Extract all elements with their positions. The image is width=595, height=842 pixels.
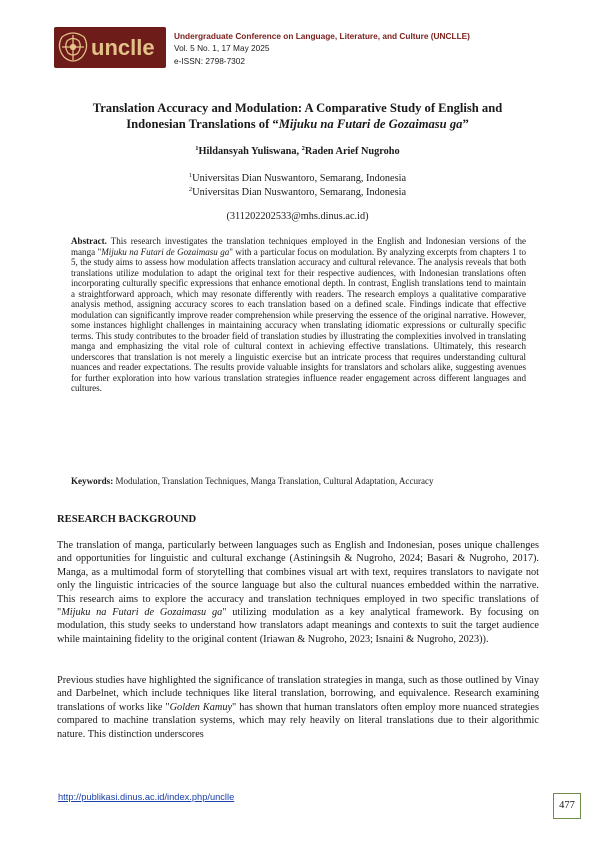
paragraph-2 (57, 674, 539, 741)
author-1: Hildansyah Yuliswana, (198, 146, 302, 157)
affil2-sup: 2 (188, 185, 193, 193)
section-heading: RESEARCH BACKGROUND (57, 514, 197, 525)
conference-logo (54, 27, 166, 68)
abstract (71, 236, 526, 394)
p2-text-b: " has shown that human translators often employ more nuanced strategies compared to machine translation systems, which may rely heavily on literal translations due to their algorithmic nature. This distinction underscores (57, 701, 539, 740)
p1-text-b: " utilizing modulation as a key analytical framework. By focusing on modulation, this study seeks to understand how translators adapt meanings and contexts to suit the target audience while maintaining fidelity to the original content (Iriawan & Nugroho, 2023; Isnaini & Nugroho, 2023)). (57, 607, 539, 645)
affil1-text: Universitas Dian Nuswantoro, Semarang, Indonesia (192, 173, 407, 184)
abstract-text-a: This research investigates the translation techniques employed in the English and Indonesian versions of the manga " (71, 236, 526, 257)
conference-name: Undergraduate Conference on Language, Literature, and Culture (UNCLLE) (174, 31, 470, 41)
author2-sup: 2 (301, 145, 305, 152)
logo-wordmark: unclle (91, 35, 155, 60)
title-line-2-suffix: ” (462, 116, 469, 131)
paragraph-1 (57, 539, 539, 646)
affil1-sup: 1 (188, 172, 193, 179)
title-line-1: Translation Accuracy and Modulation: A Comparative Study of English and (92, 101, 503, 115)
p2-text-a: Previous studies have highlighted the significance of translation strategies in manga, such as those outlined by Vinay and Darbelnet, which include techniques like literal translation, borrowing, and equivalence. Research examining translations of works like " (57, 675, 539, 713)
abstract-label: Abstract. (71, 236, 107, 246)
abstract-manga-title: Mijuku na Futari de Gozaimasu ga (101, 246, 230, 257)
keywords-text: Modulation, Translation Techniques, Manga Translation, Cultural Adaptation, Accuracy (113, 476, 434, 486)
author1-sup: 1 (195, 145, 199, 152)
abstract-text-b: " with a particular focus on modulation. By analyzing excerpts from chapters 1 to 5, the study aims to assess how modulation affects translation accuracy and cultural relevance. The analysis reveals that both translations utilize modulation to adapt the original text for their respective audiences, with Indonesian translations often incorporating culturally specific expressions that enhance emotional depth. In contrast, English translations tend to maintain a straightforward approach, which may resonate differently with readers. The research employs a qualitative comparative analysis method, assigning accuracy scores to each translation based on a defined scale. Findings indicate that effective modulation can significantly improve reader comprehension while preserving the essence of the original narrative. However, some instances highlight challenges in maintaining accuracy when translating idiomatic expressions or culturally specific terms. This study contributes to the broader field of translation studies by illustrating the complexities involved in translating manga and emphasizing the vital role of cultural context in achieving effective translations. Ultimately, this research underscores that translation is not merely a linguistic exercise but an intricate process that requires understanding cultural nuances and reader expectations. The results provide valuable insights for translators and scholars alike, suggesting avenues for further exploration into how various translation strategies influence reader engagement across different languages and cultures. (71, 246, 527, 393)
p1-manga-title: Mijuku na Futari de Gozaimasu ga (61, 607, 223, 619)
keywords-label: Keywords: (71, 476, 114, 486)
page-number: 477 (553, 793, 581, 819)
keywords (71, 476, 531, 487)
journal-url-link[interactable]: http://publikasi.dinus.ac.id/index.php/unclle (58, 792, 235, 802)
p2-work-title: Golden Kamuy (169, 701, 233, 713)
author-list (0, 145, 595, 157)
author-email: (311202202533@mhs.dinus.ac.id) (226, 211, 369, 222)
title-line-2 (55, 117, 540, 133)
affil2-text: Universitas Dian Nuswantoro, Semarang, Indonesia (192, 186, 407, 198)
title-line-2-prefix: Indonesian Translations of “ (126, 116, 279, 131)
affiliation-2 (0, 183, 595, 200)
paper-title (55, 101, 540, 132)
journal-header (174, 30, 470, 69)
author-2: Raden Arief Nugroho (304, 146, 400, 157)
batik-emblem-icon (54, 27, 92, 68)
manga-title: Mijuku na Futari de Gozaimasu ga (278, 116, 463, 131)
volume-info: Vol. 5 No. 1, 17 May 2025 (174, 43, 270, 53)
p1-text-a: The translation of manga, particularly between languages such as English and Indonesian, poses unique challenges and opportunities for linguistic and cultural exchange (Astiningsih & Nugroho, 2024; Basari & Nugroho, 2017). Manga, as a multimodal form of storytelling that combines visual art with text, requires translators to navigate not only the linguistic intricacies of the source language but also the cultural nuances embedded within the narrative. This research aims to explore the accuracy and translation techniques employed in two specific translations of " (57, 540, 539, 619)
issn: e-ISSN: 2798-7302 (174, 56, 246, 67)
